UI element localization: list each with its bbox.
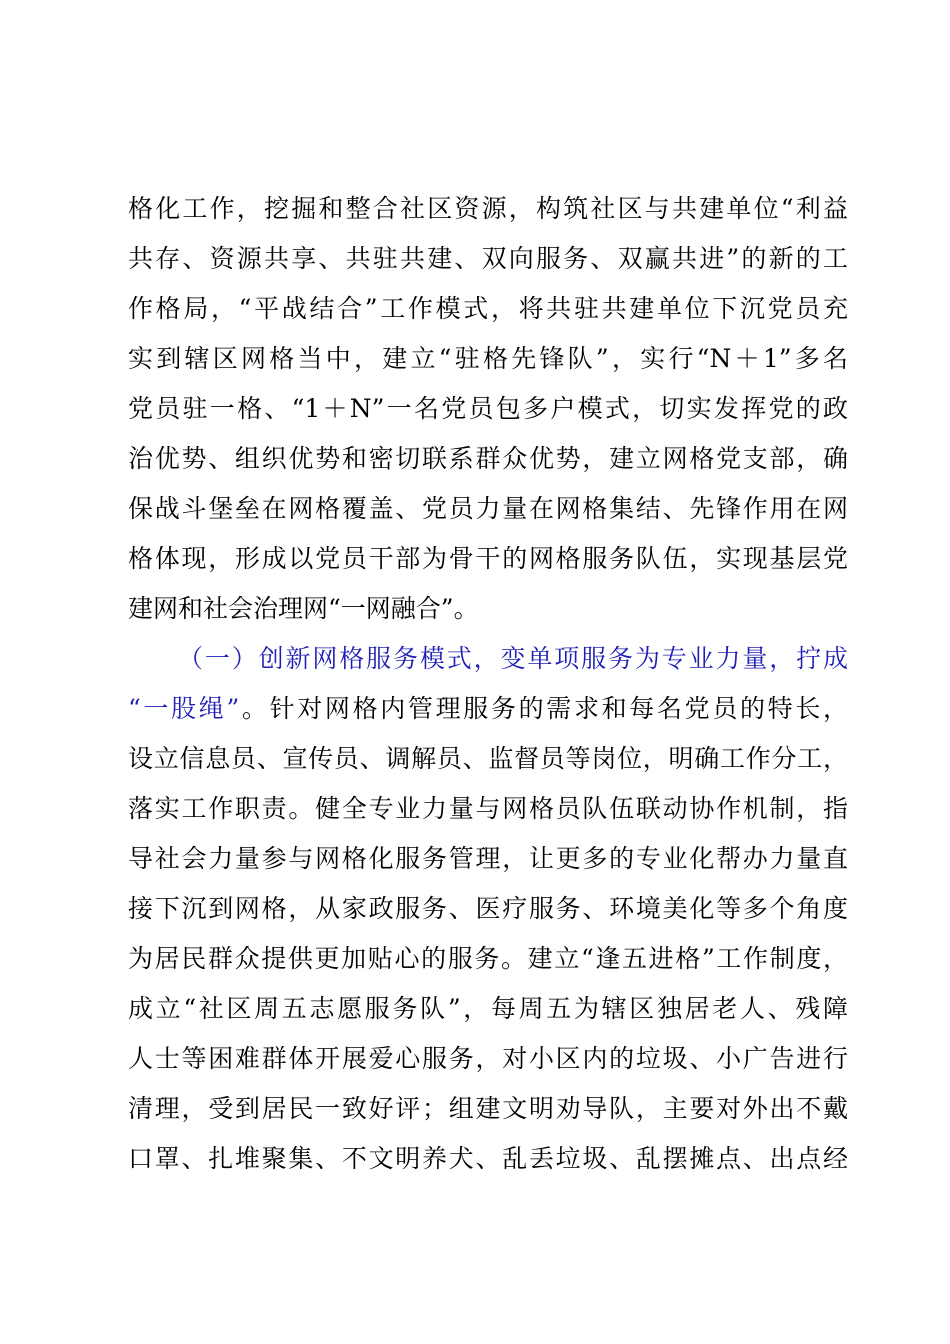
text-line: 格体现，形成以党员干部为骨干的网格服务队伍，实现基层党 <box>128 544 848 573</box>
text-line: 作格局，“平战结合”工作模式，将共驻共建单位下沉党员充 <box>128 294 848 323</box>
text-line: 接下沉到网格，从家政服务、医疗服务、环境美化等多个角度 <box>128 894 848 923</box>
text-line: 共存、资源共享、共驻共建、双向服务、双赢共进”的新的工 <box>128 244 848 273</box>
text-line: 保战斗堡垒在网格覆盖、党员力量在网格集结、先锋作用在网 <box>128 494 848 523</box>
text-line: 党员驻一格、“1＋N”一名党员包多户模式，切实发挥党的政 <box>128 394 848 423</box>
text-line <box>128 684 848 734</box>
text-line: 导社会力量参与网格化服务管理，让更多的专业化帮办力量直 <box>128 844 848 873</box>
text-line: 成立“社区周五志愿服务队”，每周五为辖区独居老人、残障 <box>128 994 848 1023</box>
document-body <box>128 184 848 1184</box>
text-line: 人士等困难群体开展爱心服务，对小区内的垃圾、小广告进行 <box>128 1044 848 1073</box>
text-line: 清理，受到居民一致好评；组建文明劝导队，主要对外出不戴 <box>128 1094 848 1123</box>
text-line: 治优势、组织优势和密切联系群众优势，建立网格党支部，确 <box>128 444 848 473</box>
section-heading: （一）创新网格服务模式，变单项服务为专业力量，拧成 <box>178 644 848 673</box>
text-line: 实到辖区网格当中，建立“驻格先锋队”，实行“N＋1”多名 <box>128 344 848 373</box>
text-line: 建网和社会治理网“一网融合”。 <box>128 594 479 623</box>
section-heading-continued: “一股绳” <box>128 694 240 723</box>
text-line: 格化工作，挖掘和整合社区资源，构筑社区与共建单位“利益 <box>128 194 848 223</box>
text-line: 为居民群众提供更加贴心的服务。建立“逢五进格”工作制度， <box>128 944 848 973</box>
section-heading-line <box>128 634 848 684</box>
text-run: 。针对网格内管理服务的需求和每名党员的特长， <box>239 694 848 723</box>
text-line: 落实工作职责。健全专业力量与网格员队伍联动协作机制，指 <box>128 794 848 823</box>
text-line: 设立信息员、宣传员、调解员、监督员等岗位，明确工作分工， <box>128 744 848 773</box>
text-line: 口罩、扎堆聚集、不文明养犬、乱丢垃圾、乱摆摊点、出点经 <box>128 1144 848 1173</box>
